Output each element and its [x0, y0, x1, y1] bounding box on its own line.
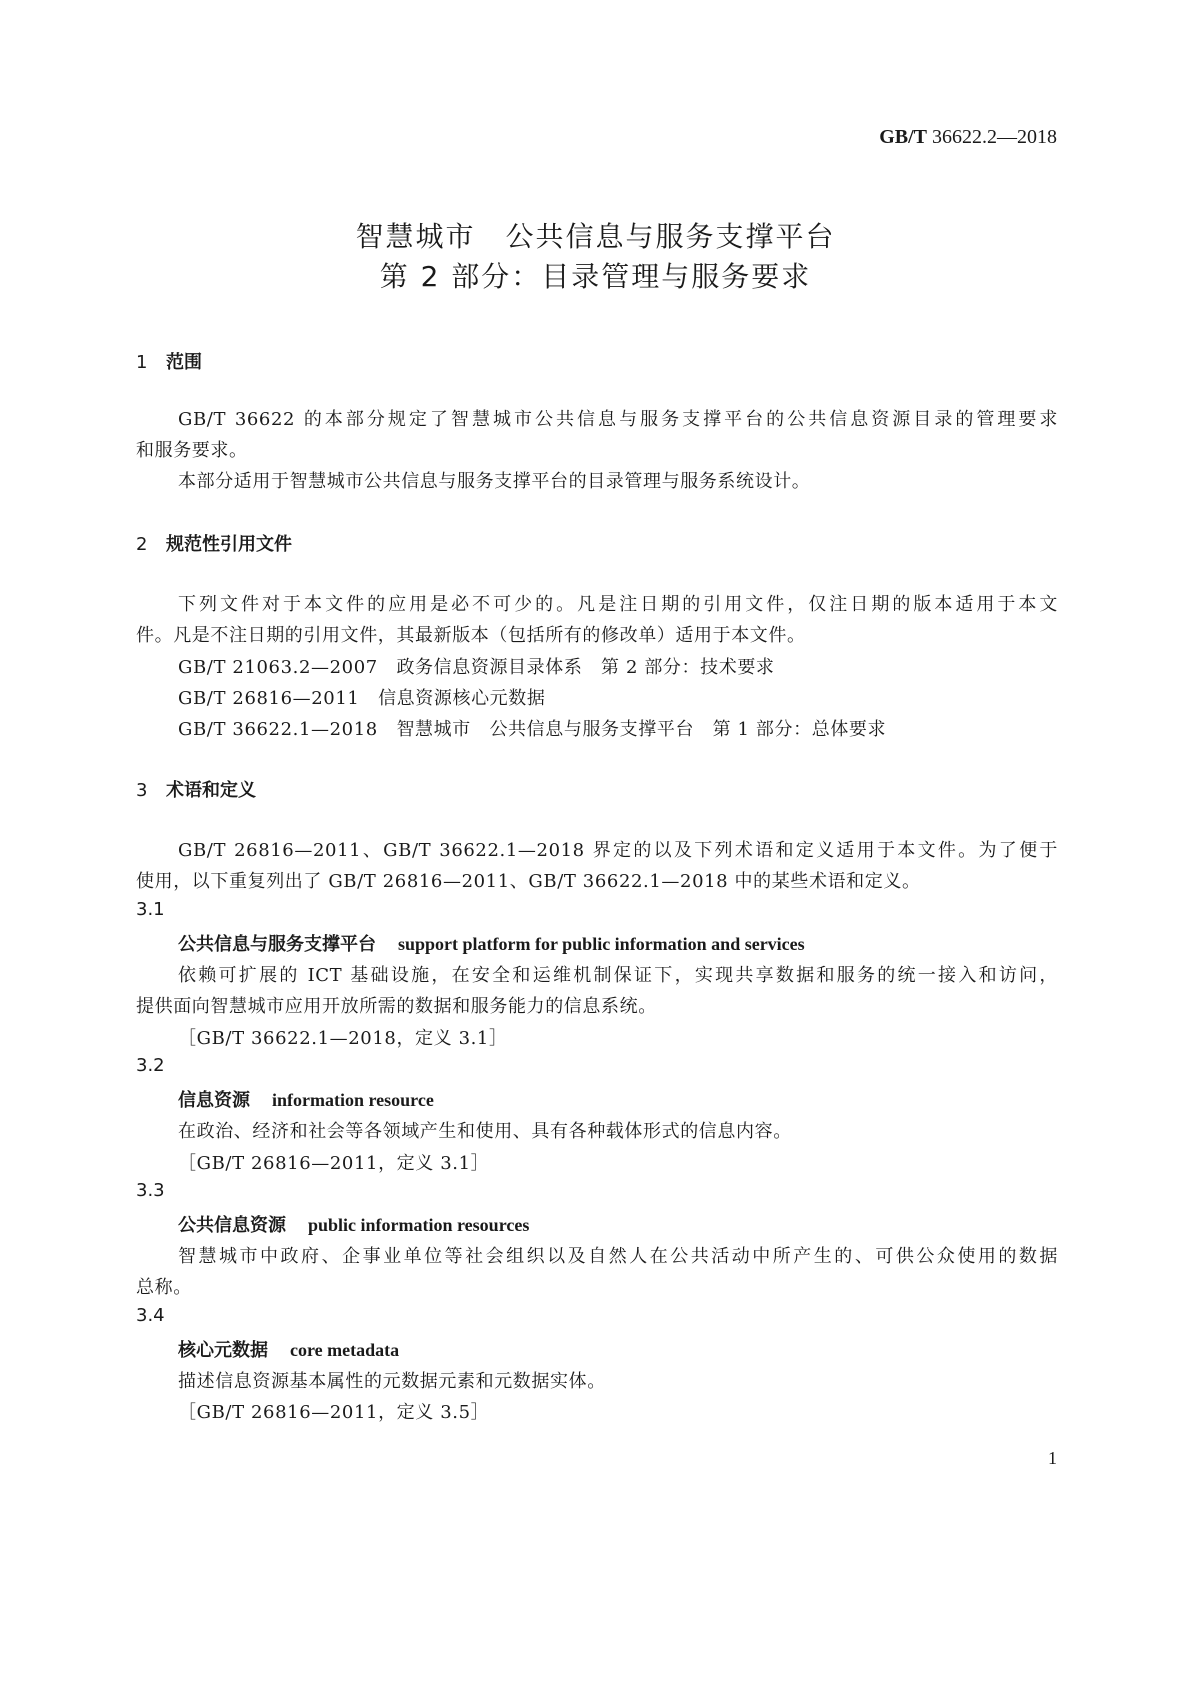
section-3-number: 3: [136, 780, 148, 801]
section-2-para-1-line-1: 下列文件对于本文件的应用是必不可少的。凡是注日期的引用文件，仅注日期的版本适用于本文: [178, 594, 1058, 615]
term-definition-line-2: 提供面向智慧城市应用开放所需的数据和服务能力的信息系统。: [136, 996, 657, 1017]
term-entry: [178, 1336, 399, 1362]
document-code-number: 36622.2—2018: [927, 126, 1057, 148]
term-definition-line-1: 智慧城市中政府、企事业单位等社会组织以及自然人在公共活动中所产生的、可供公众使用的数据: [178, 1246, 1058, 1267]
term-zh: 核心元数据: [178, 1340, 268, 1361]
term-en: core metadata: [290, 1340, 400, 1360]
term-definition-line-1: 依赖可扩展的 ICT 基础设施，在安全和运维机制保证下，实现共享数据和服务的统一接入和访问，: [178, 965, 1058, 986]
section-2-title: 规范性引用文件: [166, 534, 292, 555]
term-en: support platform for public information and services: [398, 934, 805, 954]
section-1-para-2: 本部分适用于智慧城市公共信息与服务支撑平台的目录管理与服务系统设计。: [178, 471, 811, 492]
term-definition-line-2: 总称。: [136, 1277, 192, 1298]
term-number: 3.1: [136, 899, 165, 920]
term-source: ［GB/T 26816—2011，定义 3.5］: [178, 1402, 490, 1423]
normative-reference-1: GB/T 21063.2—2007 政务信息资源目录体系 第 2 部分：技术要求: [178, 657, 775, 678]
section-1-number: 1: [136, 352, 148, 373]
term-zh: 公共信息资源: [178, 1215, 286, 1236]
section-1-para-1-line-2: 和服务要求。: [136, 440, 248, 461]
document-code-prefix: GB/T: [879, 126, 927, 148]
normative-reference-2: GB/T 26816—2011 信息资源核心元数据: [178, 688, 546, 709]
section-3-title: 术语和定义: [166, 780, 256, 801]
term-entry: [178, 1211, 529, 1237]
document-title-line-1: 智慧城市 公共信息与服务支撑平台: [355, 220, 836, 253]
section-3-heading: [136, 776, 256, 802]
term-number: 3.2: [136, 1055, 165, 1076]
section-3-para-1-line-1: GB/T 26816—2011、GB/T 36622.1—2018 界定的以及下列术语和定义适用于本文件。为了便于: [178, 840, 1058, 861]
term-source: ［GB/T 26816—2011，定义 3.1］: [178, 1153, 490, 1174]
term-definition-line-1: 描述信息资源基本属性的元数据元素和元数据实体。: [178, 1371, 606, 1392]
term-entry: [178, 930, 805, 956]
section-1-heading: [136, 348, 202, 374]
section-2-heading: [136, 530, 292, 556]
normative-reference-3: GB/T 36622.1—2018 智慧城市 公共信息与服务支撑平台 第 1 部分：总体要求: [178, 719, 887, 740]
section-2-para-1-line-2: 件。凡是不注日期的引用文件，其最新版本（包括所有的修改单）适用于本文件。: [136, 625, 806, 646]
section-1-para-1-line-1: GB/T 36622 的本部分规定了智慧城市公共信息与服务支撑平台的公共信息资源目录的管理要求: [178, 409, 1058, 430]
term-number: 3.3: [136, 1180, 165, 1201]
term-number: 3.4: [136, 1305, 165, 1326]
document-title-line-2: 第 2 部分：目录管理与服务要求: [379, 260, 812, 293]
term-source: ［GB/T 36622.1—2018，定义 3.1］: [178, 1028, 508, 1049]
section-3-para-1-line-2: 使用，以下重复列出了 GB/T 26816—2011、GB/T 36622.1—2018 中的某些术语和定义。: [136, 871, 921, 892]
document-code: [879, 126, 1057, 149]
term-definition-line-1: 在政治、经济和社会等各领域产生和使用、具有各种载体形式的信息内容。: [178, 1121, 792, 1142]
section-2-number: 2: [136, 534, 148, 555]
term-en: information resource: [272, 1090, 434, 1110]
section-1-title: 范围: [166, 352, 202, 373]
term-zh: 公共信息与服务支撑平台: [178, 934, 376, 955]
page-number: 1: [1048, 1448, 1057, 1468]
term-entry: [178, 1086, 434, 1112]
term-en: public information resources: [308, 1215, 530, 1235]
term-zh: 信息资源: [178, 1090, 250, 1111]
